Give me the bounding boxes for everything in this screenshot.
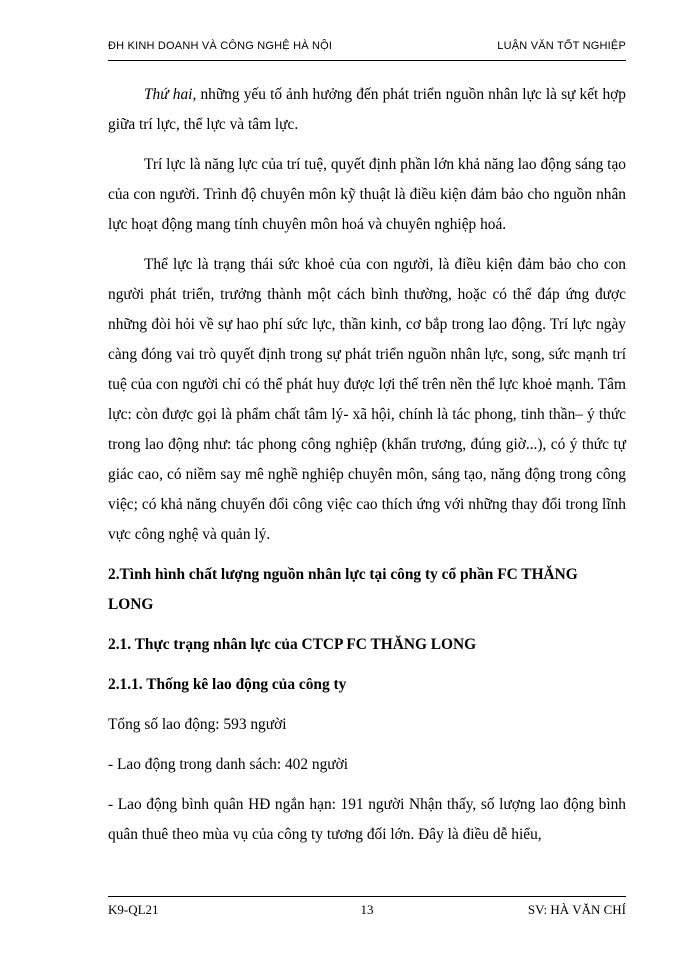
paragraph-intro-italic: Thứ hai, <box>144 86 197 103</box>
list-item-short-term: - Lao động bình quân HĐ ngắn hạn: 191 người Nhận thấy, số lượng lao động bình quân thuê theo mùa vụ của công ty tương đối lớn. Đây là điều dễ hiểu, <box>108 796 626 843</box>
page-body <box>108 80 626 860</box>
subsection-heading: 2.1. Thực trạng nhân lực của CTCP FC THĂNG LONG <box>108 636 477 653</box>
footer-rule <box>108 896 626 897</box>
subsubsection-heading: 2.1.1. Thống kê lao động của công ty <box>108 676 347 693</box>
paragraph-intro-text: những yếu tố ảnh hưởng đến phát triển nguồn nhân lực là sự kết hợp giữa trí lực, thể lực và tâm lực. <box>108 86 627 133</box>
total-workers: Tổng số lao động: 593 người <box>108 716 287 733</box>
page-header <box>108 38 626 58</box>
footer-class-code: K9-QL21 <box>108 902 159 917</box>
paragraph-the-luc: Thể lực là trạng thái sức khoẻ của con người, là điều kiện đảm bảo cho con người phát triển, trưởng thành một cách bình thường, hoặc có thể đáp ứng được những đòi hỏi về sự hao phí sức lực, thần kinh, cơ bắp trong lao động. Trí lực ngày càng đóng vai trò quyết định trong sự phát triển nguồn nhân lực, song, sức mạnh trí tuệ của con người chỉ có thể phát huy được lợi thế trên nền thể lực khoẻ mạnh. Tâm lực: còn được gọi là phẩm chất tâm lý- xã hội, chính là tác phong, tinh thần– ý thức trong lao động như: tác phong công nghiệp (khẩn trương, đúng giờ...), có ý thức tự giác cao, có niềm say mê nghề nghiệp chuyên môn, sáng tạo, năng động trong công việc; có khả năng chuyển đổi công việc cao thích ứng với những thay đổi trong lĩnh vực công nghệ và quản lý. <box>108 256 626 543</box>
section-heading: 2.Tình hình chất lượng nguồn nhân lực tại công ty cổ phần FC THĂNG LONG <box>108 566 578 613</box>
paragraph-tri-luc: Trí lực là năng lực của trí tuệ, quyết định phần lớn khả năng lao động sáng tạo của con người. Trình độ chuyên môn kỹ thuật là điều kiện đảm bảo cho nguồn nhân lực hoạt động mang tính chuyên môn hoá và chuyên nghiệp hoá. <box>108 156 626 233</box>
paragraph-intro <box>108 80 626 140</box>
header-thesis-title: LUẬN VĂN TỐT NGHIỆP <box>497 40 626 52</box>
list-item-permanent: - Lao động trong danh sách: 402 người <box>108 756 349 773</box>
header-rule <box>108 60 626 61</box>
footer-student-name: SV: HÀ VĂN CHÍ <box>527 902 626 917</box>
header-university: ĐH KINH DOANH VÀ CÔNG NGHỆ HÀ NỘI <box>108 40 333 52</box>
page-number: 13 <box>360 902 374 917</box>
